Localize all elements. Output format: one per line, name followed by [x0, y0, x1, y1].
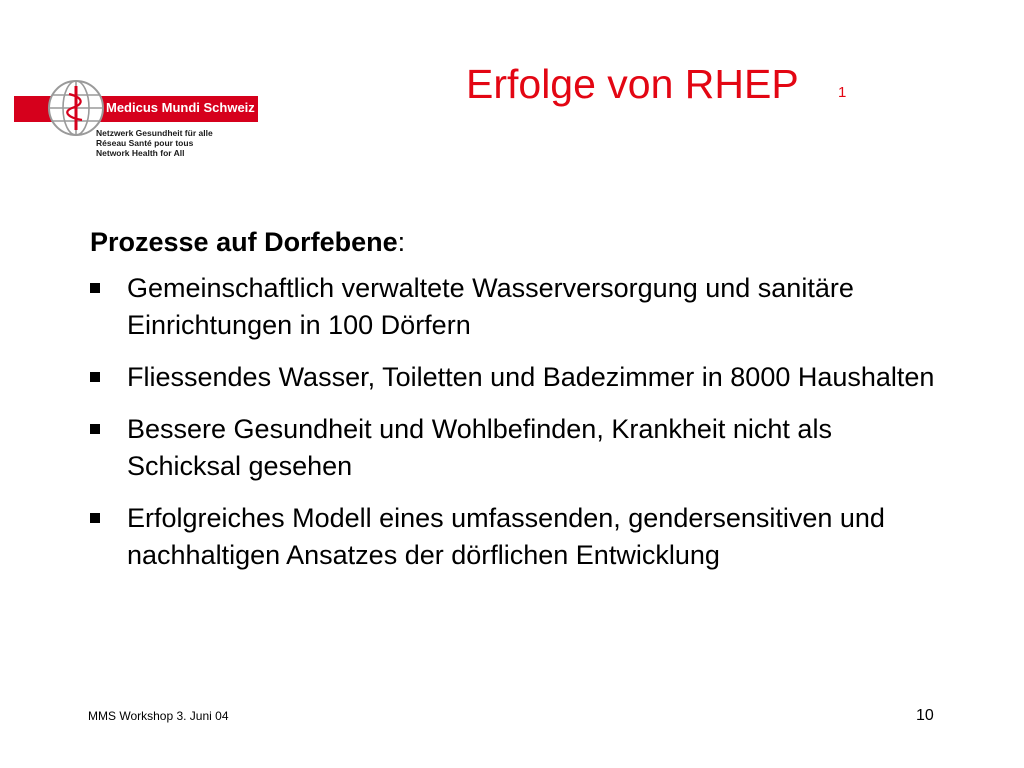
logo-org-name: Medicus Mundi Schweiz [106, 100, 255, 115]
slide-title: Erfolge von RHEP [466, 61, 799, 107]
bullet-text: Erfolgreiches Modell eines umfassenden, gendersensitiven und nachhaltigen Ansatzes der dörflichen Entwicklung [127, 503, 885, 570]
bullet-text: Fliessendes Wasser, Toiletten und Badezimmer in 8000 Haushalten [127, 362, 935, 392]
section-heading-colon: : [397, 227, 406, 257]
logo-tagline-en: Network Health for All [96, 148, 185, 158]
logo-tagline-de: Netzwerk Gesundheit für alle [96, 128, 213, 138]
bullet-item [90, 500, 940, 574]
medicus-mundi-logo [14, 80, 258, 160]
page-number: 10 [916, 707, 934, 724]
bullet-list [90, 270, 940, 589]
logo-tagline-fr: Réseau Santé pour tous [96, 138, 194, 148]
bullet-square-icon [90, 372, 100, 382]
section-heading-text: Prozesse auf Dorfebene [90, 227, 398, 257]
bullet-item [90, 411, 940, 485]
slide-title-suffix: 1 [838, 84, 847, 101]
bullet-square-icon [90, 513, 100, 523]
bullet-square-icon [90, 424, 100, 434]
bullet-text: Bessere Gesundheit und Wohlbefinden, Krankheit nicht als Schicksal gesehen [127, 414, 832, 481]
bullet-text: Gemeinschaftlich verwaltete Wasserversorgung und sanitäre Einrichtungen in 100 Dörfern [127, 273, 854, 340]
section-heading [90, 222, 405, 262]
bullet-square-icon [90, 283, 100, 293]
bullet-item [90, 359, 940, 396]
footer-label: MMS Workshop 3. Juni 04 [88, 709, 229, 723]
bullet-item [90, 270, 940, 344]
